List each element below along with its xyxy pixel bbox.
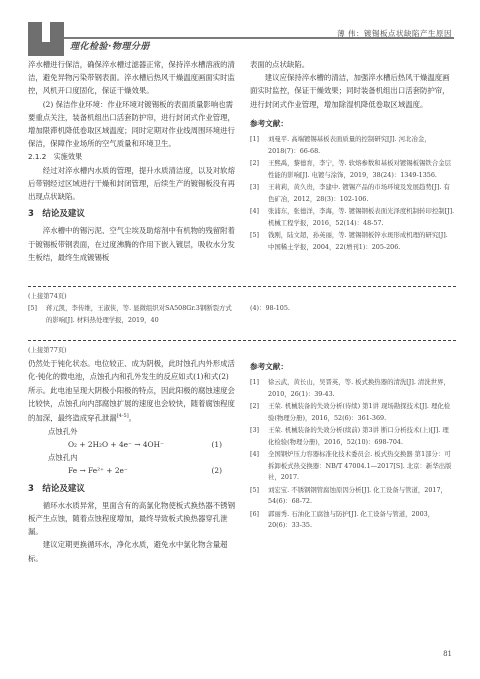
equation-label: 点蚀孔外 [48,426,78,436]
paragraph: 建议定期更换循环水，净化水质，避免水中氯化物含量超标。 [28,540,228,563]
continuation-note: (上接第74页) [28,292,67,300]
reference-item: [2] 王荣. 机械装备的失效分析(待续) 第1讲 现场勘探技术[J]. 理化检验(物理分册)，2016，52(6)：361-369. [250,402,451,422]
citation: [4-5] [116,413,129,420]
reference-item: [3] 王莉莉，黄久贵，李建中. 镀锡产品的市场环境及发展趋势[J]. 有色矿冶，2012，28(3)：102-106. [250,183,450,203]
paragraph: 表面的点状缺陷。 [250,60,310,69]
paragraph: 仍然处于钝化状态。电位较正、成为阴极，此时蚀孔内外形成活化-钝化的微电池，点蚀孔内和孔外发生的反应如式(1)和式(2)所示。此电池呈现大阴极小阳极的特点，因此阳极的腐蚀速度会比较快，点蚀孔向内部腐蚀扩展的速度也会较快，随着腐蚀程度的加深，最终造成穿孔泄漏[4-5]。 [28,359,235,423]
paragraph: 建议应保持淬水槽的清洁，加强淬水槽后热风干燥温度画面实时监控，保证干燥效果；同时装备机组出口活套防护帘，进行封闭式作业管理，增加除湿机降低卷取区域温度。 [250,73,450,109]
paragraph: (2) 保洁作业环境：作业环境对镀锡板的表面质量影响也需要重点关注，装备机组出口活套防护帘，进行封闭式作业管理，增加限滞机降低卷取区域温度；同时定期对作业线周围环境进行保洁，保障作业场所的空气质量和环境卫生。 [28,99,235,149]
reference-item: [5] 刘宏宝. 不锈钢钢管腐蚀原因分析[J]. 化工设备与管道，2017，54(6)：68-72. [250,485,447,506]
paragraph: 淬水槽中的锡污泥、空气尘埃及助熔剂中有机物的残留附着于镀锡板带钢表面，在过度沸腾的作用下嵌入镀层，吸收水分发生板结，最终生成镀锡板 [28,226,235,262]
equation-1: O₂ + 2H₂O + 4e⁻ → 4OH⁻ (1) [68,439,222,449]
reference-list [250,134,455,253]
equation-2: Fe → Fe²⁺ + 2e⁻ (2) [68,466,222,476]
references-heading: 参考文献： [250,118,288,128]
left-column-top [28,58,236,264]
section-divider [28,286,456,287]
paragraph: 淬水槽进行保洁，确保淬水槽过滤器正常，保持淬水槽溶液的清洁，避免异物污染带钢表面。淬水槽后热风干燥温度画面实时监控，风机开口度固化，保证干燥效果。 [28,60,235,96]
reference-item: [5] 钱刚，陆文超，孙英丽，等. 镀锡钢板锌水斑形成机理的研究[J]. 中国稀土学报，2004，22(增刊1)：205-206. [250,231,448,251]
journal-name: 理化检验·物理分册 [70,42,150,52]
continued-ref-tail: (4)：98-105. [250,304,290,312]
reference-item: [4] 全国钢炉压力容器标准化技术委员会. 板式热交换器 第1部分：可拆卸板式热交换器：NB/T 47004.1—2017[S]. 北京：新华出版社，2017. [250,450,452,482]
journal-logo-icon [28,22,64,56]
running-head: 薄 伟：镀锡板点状缺陷产生原因 [337,29,452,38]
page-header [0,0,480,58]
left-column-bottom [28,344,236,565]
paragraph: 经过对淬水槽内水质的管理，提升水质清洁度，以及对软熔后带钢经过区域进行干燥和封闭管理，后续生产的镀锡板没有再出现点状缺陷。 [28,165,235,202]
continued-from-74 [28,290,236,327]
reference-item: [4] 张浦东，张德洋，李海，等. 镀锡钢板表面光泽度机制转印控制[J]. 机械工程学报，2016，52(14)：48-57. [250,207,455,227]
reference-item: [3] 王荣. 机械装备的失效分析(续前) 第3讲 断口分析技术(上)[J]. 理化检验(物理分册)，2016，52(10)：698-704. [250,426,449,446]
references-heading: 参考文献： [250,362,288,371]
reference-item: [5] 蒋元凯，李传维，王淑侠，等. 显微组织对SA508Gr.3钢断裂方式的影响[J]. 材料热处理学报，2019，40 [28,304,232,324]
right-column-bottom [250,344,455,533]
paragraph: 循环水水质异常，里面含有的高氯化物使板式换热器不锈钢板产生点蚀，随着点蚀程度增加，最终导致板式换热器穿孔泄漏。 [28,500,235,537]
continuation-note: (上接第77页) [28,346,67,354]
section-heading: 3 结论及建议 [28,209,85,220]
reference-item: [1] 徐云武，黄长山，吴晋英，等. 板式换热器的清洗[J]. 清洗世界，2010，26(1)：39-43. [250,378,450,398]
reference-list [250,377,455,532]
page-number: 81 [443,650,452,658]
equation-label: 点蚀孔内 [48,453,78,463]
reference-item: [1] 刘曼平. 高端镀锡基板表面质量的控制研究[J]. 河北冶金，2018(7)：66-68. [250,135,431,155]
reference-item: [6] 郭丽秀. 石油化工腐蚀与防护[J]. 化工设备与管道，2003，20(6)：33-35. [250,509,435,530]
section-heading: 3 结论及建议 [28,483,85,494]
section-divider [28,340,456,341]
right-column-top [250,58,455,254]
reference-item: [2] 王熙禹，黎德育，李宁，等. 软熔参数和基板对镀锡板锡铁合金层性能的影响[J]. 电镀与涂饰，2019，38(24)：1349-1356. [250,159,451,179]
subsection-heading: 2.1.2 实施效果 [28,152,83,162]
